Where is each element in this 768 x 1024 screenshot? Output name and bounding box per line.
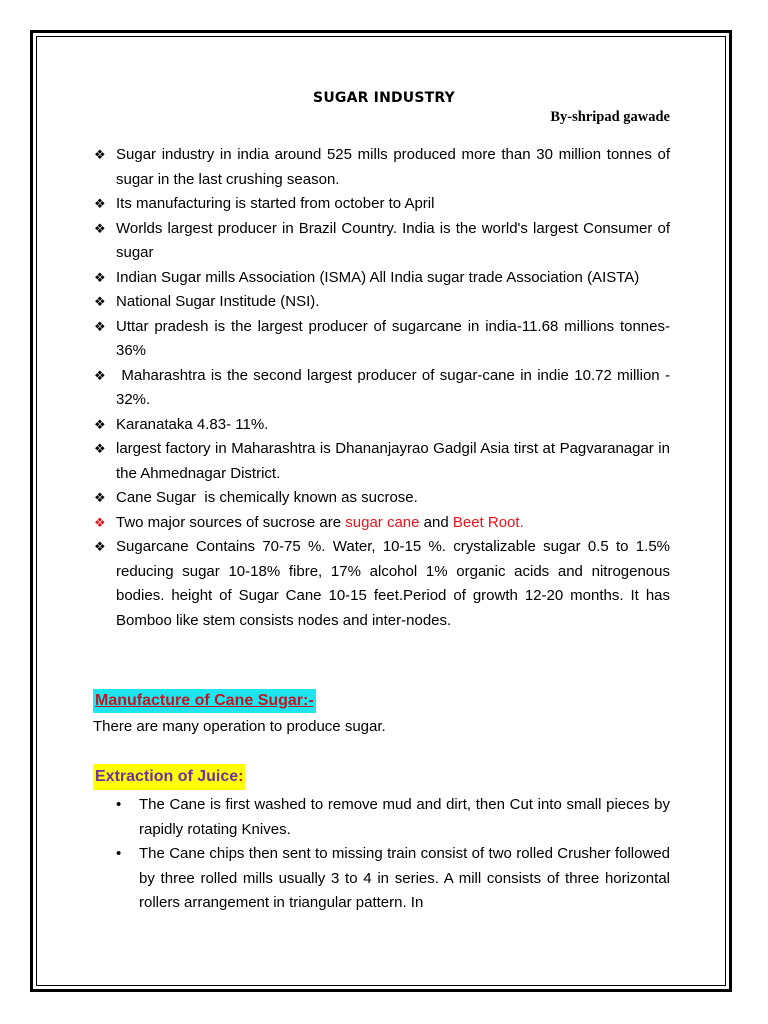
list-item — [94, 290, 670, 315]
diamond-bullet-icon: ❖ — [94, 514, 106, 530]
facts-list — [94, 143, 675, 633]
diamond-bullet-icon: ❖ — [94, 367, 106, 383]
list-item-text: and — [419, 513, 453, 531]
list-item — [94, 143, 670, 192]
list-item-text: The Cane chips then sent to missing train consist of two rolled Crusher followed by three rolled mills usually 3 to 4 in series. A mill consists of three horizontal rollers arrangement in triangular pattern. In — [139, 845, 670, 911]
list-item — [94, 217, 670, 266]
diamond-bullet-icon: ❖ — [94, 539, 106, 554]
section-heading-colon: : — [238, 768, 244, 785]
list-item-text: Maharashtra is the second largest producer of sugar-cane in indie 10.72 million - 32%. — [116, 366, 675, 408]
list-item-text: Sugar industry in india around 525 mills produced more than 30 million tonnes of sugar in the last crushing season. — [116, 146, 670, 188]
list-item-text: The Cane is first washed to remove mud and dirt, then Cut into small pieces by rapidly rotating Knives. — [139, 796, 670, 838]
diamond-bullet-icon: ❖ — [94, 318, 106, 334]
list-item-text: Karanataka 4.83- 11%. — [116, 415, 269, 433]
list-item — [94, 437, 670, 486]
list-item-text: Sugarcane Contains 70-75 %. Water, 10-15 %. crystalizable sugar 0.5 to 1.5% reducing sugar 10-18% fibre, 17% alcohol 1% organic acids and nitrogenous bodies. height of Sugar Cane 10-15 feet.Period of growth 12-20 months. It has Bomboo like stem consists nodes and inter-nodes. — [116, 538, 670, 629]
document-author: By-shripad gawade — [550, 109, 670, 125]
list-item — [94, 266, 670, 291]
section-heading-manufacture: Manufacture of Cane Sugar:- — [93, 689, 316, 713]
list-item-text: Its manufacturing is started from october to April — [116, 195, 435, 212]
list-item — [94, 535, 670, 633]
dot-bullet-icon: • — [116, 796, 122, 813]
list-item-text: Two major sources of sucrose are — [116, 513, 346, 531]
section-heading-extraction — [93, 764, 245, 790]
diamond-bullet-icon: ❖ — [94, 196, 106, 211]
diamond-bullet-icon: ❖ — [94, 147, 106, 162]
diamond-bullet-icon: ❖ — [94, 294, 106, 309]
document-title: SUGAR INDUSTRY — [313, 90, 455, 106]
diamond-bullet-icon: ❖ — [94, 490, 106, 505]
highlight-sugar-cane: sugar cane — [345, 513, 420, 531]
diamond-bullet-icon: ❖ — [94, 416, 106, 432]
diamond-bullet-icon: ❖ — [94, 441, 106, 456]
section-heading-extraction-text: Extraction of Juice — [95, 768, 239, 785]
section-paragraph-manufacture: There are many operation to produce sugar. — [93, 718, 386, 735]
list-item — [94, 511, 670, 536]
list-item — [116, 842, 670, 916]
diamond-bullet-icon: ❖ — [94, 269, 106, 285]
list-item-text: Indian Sugar mills Association (ISMA) All India sugar trade Association (AISTA) — [116, 268, 640, 286]
diamond-bullet-icon: ❖ — [94, 220, 106, 236]
highlight-beet-root: Beet Root. — [452, 513, 524, 531]
list-item-text: largest factory in Maharashtra is Dhananjayrao Gadgil Asia tirst at Pagvaranagar in the Ahmednagar District. — [116, 440, 670, 482]
list-item — [94, 192, 670, 217]
list-item — [94, 364, 675, 413]
dot-bullet-icon: • — [116, 845, 122, 862]
list-item-text: Cane Sugar is chemically known as sucrose. — [116, 489, 418, 506]
list-item — [94, 315, 670, 364]
list-item — [94, 413, 670, 438]
list-item — [116, 793, 670, 842]
extraction-list — [116, 793, 670, 916]
list-item-text: National Sugar Institude (NSI). — [116, 293, 320, 310]
list-item-text: Uttar pradesh is the largest producer of sugarcane in india-11.68 millions tonnes-36% — [116, 317, 670, 359]
list-item — [94, 486, 670, 511]
list-item-text: Worlds largest producer in Brazil Country. India is the world's largest Consumer of sugar — [116, 219, 670, 261]
